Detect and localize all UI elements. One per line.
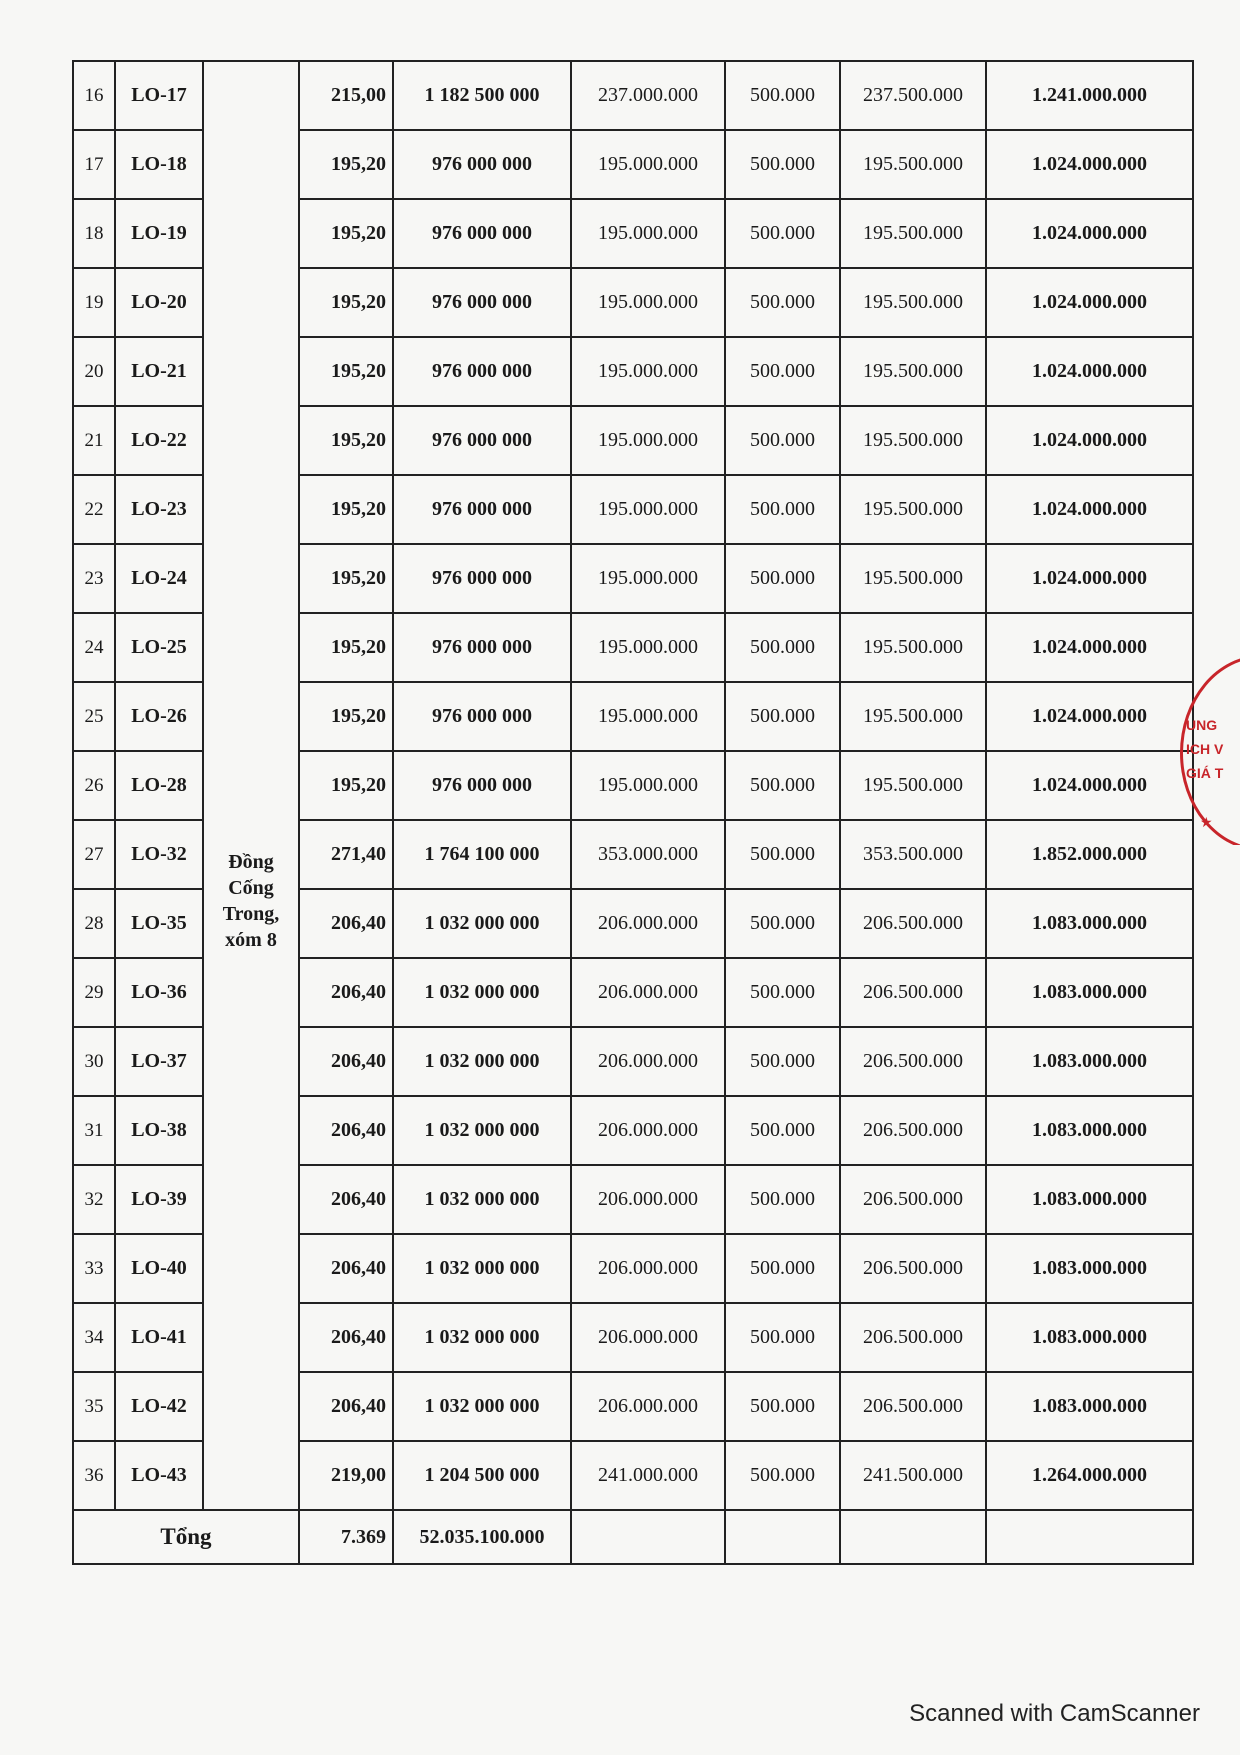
- starting-price-cell: 976 000 000: [393, 337, 571, 406]
- starting-price-cell: 976 000 000: [393, 613, 571, 682]
- application-fee-cell: 500.000: [725, 820, 840, 889]
- starting-price-cell: 1 182 500 000: [393, 61, 571, 130]
- total-amount-cell: 1.083.000.000: [986, 1303, 1193, 1372]
- lot-area-cell: 195,20: [299, 337, 393, 406]
- row-index-cell: 26: [73, 751, 115, 820]
- total-amount-cell: 1.083.000.000: [986, 1096, 1193, 1165]
- total-amount-cell: 1.083.000.000: [986, 958, 1193, 1027]
- deposit-amount-cell: 206.000.000: [571, 1234, 725, 1303]
- lot-area-cell: 195,20: [299, 268, 393, 337]
- starting-price-cell: 976 000 000: [393, 406, 571, 475]
- payable-amount-cell: 195.500.000: [840, 682, 986, 751]
- total-amount-cell: 1.024.000.000: [986, 406, 1193, 475]
- lot-code-cell: LO-42: [115, 1372, 203, 1441]
- deposit-amount-cell: 195.000.000: [571, 682, 725, 751]
- deposit-amount-cell: 195.000.000: [571, 337, 725, 406]
- application-fee-cell: 500.000: [725, 130, 840, 199]
- lot-code-cell: LO-26: [115, 682, 203, 751]
- application-fee-cell: 500.000: [725, 682, 840, 751]
- payable-amount-cell: 206.500.000: [840, 889, 986, 958]
- deposit-amount-cell: 206.000.000: [571, 1303, 725, 1372]
- deposit-amount-cell: 206.000.000: [571, 1027, 725, 1096]
- starting-price-cell: 976 000 000: [393, 268, 571, 337]
- lot-area-cell: 195,20: [299, 751, 393, 820]
- application-fee-cell: 500.000: [725, 1303, 840, 1372]
- payable-amount-cell: 206.500.000: [840, 958, 986, 1027]
- land-lot-price-table: [72, 60, 1194, 1565]
- starting-price-cell: 976 000 000: [393, 475, 571, 544]
- lot-code-cell: LO-21: [115, 337, 203, 406]
- lot-code-cell: LO-23: [115, 475, 203, 544]
- application-fee-cell: 500.000: [725, 268, 840, 337]
- row-index-cell: 20: [73, 337, 115, 406]
- lot-area-cell: 206,40: [299, 889, 393, 958]
- lot-code-cell: LO-28: [115, 751, 203, 820]
- deposit-amount-cell: 195.000.000: [571, 268, 725, 337]
- deposit-amount-cell: 241.000.000: [571, 1441, 725, 1510]
- deposit-amount-cell: 206.000.000: [571, 889, 725, 958]
- summary-row: [73, 1510, 1193, 1564]
- starting-price-cell: 1 764 100 000: [393, 820, 571, 889]
- payable-amount-cell: 195.500.000: [840, 268, 986, 337]
- lot-code-cell: LO-35: [115, 889, 203, 958]
- lot-area-cell: 206,40: [299, 958, 393, 1027]
- total-amount-cell: 1.264.000.000: [986, 1441, 1193, 1510]
- payable-amount-cell: 206.500.000: [840, 1027, 986, 1096]
- payable-amount-cell: 195.500.000: [840, 199, 986, 268]
- red-seal-stamp: [1180, 655, 1240, 845]
- location-cell: [203, 61, 299, 1510]
- lot-area-cell: 195,20: [299, 199, 393, 268]
- lot-area-cell: 206,40: [299, 1027, 393, 1096]
- location-label: Đồng Cống Trong, xóm 8: [222, 850, 280, 951]
- lot-area-cell: 195,20: [299, 130, 393, 199]
- row-index-cell: 34: [73, 1303, 115, 1372]
- lot-code-cell: LO-43: [115, 1441, 203, 1510]
- payable-amount-cell: 195.500.000: [840, 130, 986, 199]
- row-index-cell: 27: [73, 820, 115, 889]
- row-index-cell: 31: [73, 1096, 115, 1165]
- row-index-cell: 21: [73, 406, 115, 475]
- payable-amount-cell: 206.500.000: [840, 1234, 986, 1303]
- lot-code-cell: LO-41: [115, 1303, 203, 1372]
- table-body: [73, 61, 1193, 1564]
- table-row: [73, 61, 1193, 130]
- starting-price-cell: 1 204 500 000: [393, 1441, 571, 1510]
- lot-area-cell: 206,40: [299, 1165, 393, 1234]
- lot-area-cell: 195,20: [299, 475, 393, 544]
- row-index-cell: 33: [73, 1234, 115, 1303]
- summary-empty-cell: [840, 1510, 986, 1564]
- application-fee-cell: 500.000: [725, 958, 840, 1027]
- starting-price-cell: 1 032 000 000: [393, 958, 571, 1027]
- lot-code-cell: LO-18: [115, 130, 203, 199]
- total-amount-cell: 1.852.000.000: [986, 820, 1193, 889]
- row-index-cell: 23: [73, 544, 115, 613]
- application-fee-cell: 500.000: [725, 475, 840, 544]
- starting-price-cell: 1 032 000 000: [393, 1234, 571, 1303]
- starting-price-cell: 1 032 000 000: [393, 1096, 571, 1165]
- deposit-amount-cell: 195.000.000: [571, 751, 725, 820]
- total-amount-cell: 1.024.000.000: [986, 613, 1193, 682]
- total-amount-cell: 1.083.000.000: [986, 1027, 1193, 1096]
- payable-amount-cell: 195.500.000: [840, 613, 986, 682]
- lot-area-cell: 206,40: [299, 1096, 393, 1165]
- lot-code-cell: LO-17: [115, 61, 203, 130]
- application-fee-cell: 500.000: [725, 61, 840, 130]
- payable-amount-cell: 206.500.000: [840, 1372, 986, 1441]
- lot-code-cell: LO-37: [115, 1027, 203, 1096]
- row-index-cell: 18: [73, 199, 115, 268]
- lot-code-cell: LO-24: [115, 544, 203, 613]
- payable-amount-cell: 206.500.000: [840, 1165, 986, 1234]
- summary-empty-cell: [725, 1510, 840, 1564]
- starting-price-cell: 1 032 000 000: [393, 1027, 571, 1096]
- deposit-amount-cell: 195.000.000: [571, 406, 725, 475]
- payable-amount-cell: 195.500.000: [840, 475, 986, 544]
- starting-price-cell: 976 000 000: [393, 199, 571, 268]
- lot-area-cell: 195,20: [299, 544, 393, 613]
- lot-area-cell: 195,20: [299, 682, 393, 751]
- application-fee-cell: 500.000: [725, 613, 840, 682]
- starting-price-cell: 1 032 000 000: [393, 1165, 571, 1234]
- lot-area-cell: 206,40: [299, 1303, 393, 1372]
- application-fee-cell: 500.000: [725, 406, 840, 475]
- starting-price-cell: 976 000 000: [393, 544, 571, 613]
- deposit-amount-cell: 206.000.000: [571, 958, 725, 1027]
- lot-code-cell: LO-39: [115, 1165, 203, 1234]
- summary-empty-cell: [571, 1510, 725, 1564]
- stamp-text-line: UNG: [1186, 717, 1218, 733]
- scanner-watermark: Scanned with CamScanner: [909, 1700, 1200, 1727]
- row-index-cell: 24: [73, 613, 115, 682]
- application-fee-cell: 500.000: [725, 1096, 840, 1165]
- summary-price: 52.035.100.000: [393, 1510, 571, 1564]
- summary-label: Tổng: [73, 1510, 299, 1564]
- row-index-cell: 19: [73, 268, 115, 337]
- total-amount-cell: 1.024.000.000: [986, 544, 1193, 613]
- total-amount-cell: 1.083.000.000: [986, 889, 1193, 958]
- application-fee-cell: 500.000: [725, 751, 840, 820]
- summary-empty-cell: [986, 1510, 1193, 1564]
- total-amount-cell: 1.024.000.000: [986, 337, 1193, 406]
- payable-amount-cell: 195.500.000: [840, 406, 986, 475]
- application-fee-cell: 500.000: [725, 1165, 840, 1234]
- lot-code-cell: LO-40: [115, 1234, 203, 1303]
- lot-area-cell: 219,00: [299, 1441, 393, 1510]
- total-amount-cell: 1.083.000.000: [986, 1234, 1193, 1303]
- lot-area-cell: 215,00: [299, 61, 393, 130]
- deposit-amount-cell: 237.000.000: [571, 61, 725, 130]
- lot-code-cell: LO-20: [115, 268, 203, 337]
- total-amount-cell: 1.024.000.000: [986, 682, 1193, 751]
- application-fee-cell: 500.000: [725, 889, 840, 958]
- application-fee-cell: 500.000: [725, 199, 840, 268]
- application-fee-cell: 500.000: [725, 544, 840, 613]
- starting-price-cell: 976 000 000: [393, 130, 571, 199]
- total-amount-cell: 1.083.000.000: [986, 1372, 1193, 1441]
- row-index-cell: 29: [73, 958, 115, 1027]
- lot-area-cell: 271,40: [299, 820, 393, 889]
- deposit-amount-cell: 195.000.000: [571, 130, 725, 199]
- deposit-amount-cell: 353.000.000: [571, 820, 725, 889]
- application-fee-cell: 500.000: [725, 1234, 840, 1303]
- deposit-amount-cell: 206.000.000: [571, 1096, 725, 1165]
- lot-area-cell: 206,40: [299, 1372, 393, 1441]
- land-lot-table-page: [72, 60, 1192, 1565]
- payable-amount-cell: 206.500.000: [840, 1303, 986, 1372]
- lot-code-cell: LO-22: [115, 406, 203, 475]
- stamp-text-line: GIÁ T: [1186, 765, 1224, 781]
- total-amount-cell: 1.024.000.000: [986, 475, 1193, 544]
- stamp-text-line: ICH V: [1186, 741, 1224, 757]
- starting-price-cell: 976 000 000: [393, 682, 571, 751]
- application-fee-cell: 500.000: [725, 1441, 840, 1510]
- lot-code-cell: LO-25: [115, 613, 203, 682]
- row-index-cell: 35: [73, 1372, 115, 1441]
- lot-area-cell: 195,20: [299, 406, 393, 475]
- row-index-cell: 32: [73, 1165, 115, 1234]
- starting-price-cell: 1 032 000 000: [393, 1303, 571, 1372]
- row-index-cell: 22: [73, 475, 115, 544]
- total-amount-cell: 1.024.000.000: [986, 751, 1193, 820]
- payable-amount-cell: 241.500.000: [840, 1441, 986, 1510]
- starting-price-cell: 1 032 000 000: [393, 1372, 571, 1441]
- star-icon: ★: [1200, 816, 1213, 831]
- row-index-cell: 17: [73, 130, 115, 199]
- row-index-cell: 16: [73, 61, 115, 130]
- row-index-cell: 25: [73, 682, 115, 751]
- total-amount-cell: 1.241.000.000: [986, 61, 1193, 130]
- row-index-cell: 30: [73, 1027, 115, 1096]
- deposit-amount-cell: 195.000.000: [571, 475, 725, 544]
- lot-area-cell: 206,40: [299, 1234, 393, 1303]
- payable-amount-cell: 206.500.000: [840, 1096, 986, 1165]
- payable-amount-cell: 353.500.000: [840, 820, 986, 889]
- total-amount-cell: 1.024.000.000: [986, 268, 1193, 337]
- starting-price-cell: 976 000 000: [393, 751, 571, 820]
- deposit-amount-cell: 195.000.000: [571, 544, 725, 613]
- starting-price-cell: 1 032 000 000: [393, 889, 571, 958]
- total-amount-cell: 1.083.000.000: [986, 1165, 1193, 1234]
- deposit-amount-cell: 195.000.000: [571, 199, 725, 268]
- lot-code-cell: LO-19: [115, 199, 203, 268]
- deposit-amount-cell: 195.000.000: [571, 613, 725, 682]
- payable-amount-cell: 195.500.000: [840, 544, 986, 613]
- deposit-amount-cell: 206.000.000: [571, 1372, 725, 1441]
- deposit-amount-cell: 206.000.000: [571, 1165, 725, 1234]
- row-index-cell: 36: [73, 1441, 115, 1510]
- lot-code-cell: LO-38: [115, 1096, 203, 1165]
- application-fee-cell: 500.000: [725, 337, 840, 406]
- payable-amount-cell: 237.500.000: [840, 61, 986, 130]
- lot-code-cell: LO-32: [115, 820, 203, 889]
- payable-amount-cell: 195.500.000: [840, 337, 986, 406]
- summary-area: 7.369: [299, 1510, 393, 1564]
- total-amount-cell: 1.024.000.000: [986, 130, 1193, 199]
- payable-amount-cell: 195.500.000: [840, 751, 986, 820]
- total-amount-cell: 1.024.000.000: [986, 199, 1193, 268]
- application-fee-cell: 500.000: [725, 1027, 840, 1096]
- application-fee-cell: 500.000: [725, 1372, 840, 1441]
- lot-area-cell: 195,20: [299, 613, 393, 682]
- lot-code-cell: LO-36: [115, 958, 203, 1027]
- row-index-cell: 28: [73, 889, 115, 958]
